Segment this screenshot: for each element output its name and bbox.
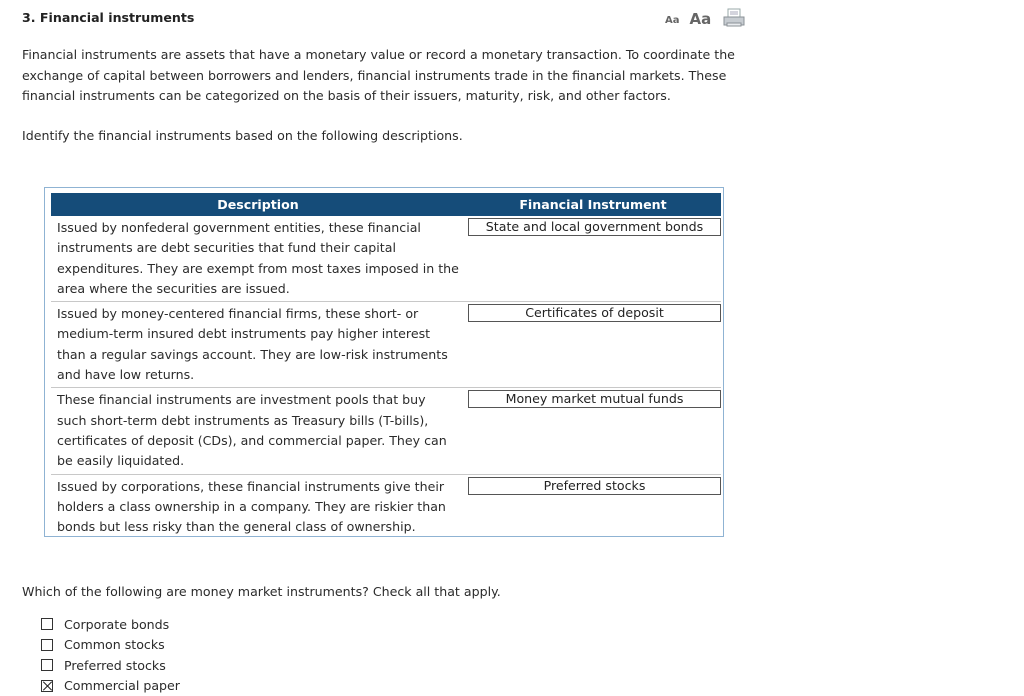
- checkbox-question-prompt: Which of the following are money market instruments? Check all that apply.: [22, 584, 501, 599]
- increase-text-size-button[interactable]: Aa: [690, 10, 712, 28]
- matching-prompt: Identify the financial instruments based on the following descriptions.: [22, 128, 463, 143]
- row-description: Issued by money-centered financial firms, these short- or medium-term insured debt instruments pay higher interest than a regular savings account. They are low-risk instruments and have low returns.: [51, 302, 465, 388]
- header-financial-instrument: Financial Instrument: [465, 193, 721, 216]
- header-description: Description: [51, 193, 465, 216]
- option-commercial-paper[interactable]: [41, 676, 180, 696]
- question-title: 3. Financial instruments: [22, 10, 194, 25]
- answer-dropdown[interactable]: State and local government bonds: [468, 218, 721, 236]
- checkbox[interactable]: [41, 639, 53, 651]
- option-label: Corporate bonds: [64, 617, 169, 632]
- intro-paragraph: Financial instruments are assets that have a monetary value or record a monetary transaction. To coordinate the exchange of capital between borrowers and lenders, financial instruments trade in the financial markets. These financial instruments can be categorized on the basis of their issuers, maturity, risk, and other factors.: [22, 45, 742, 107]
- print-icon[interactable]: [723, 8, 745, 28]
- table-row: [51, 474, 721, 539]
- option-preferred-stocks[interactable]: [41, 655, 180, 676]
- checkbox[interactable]: [41, 659, 53, 671]
- option-label: Commercial paper: [64, 678, 180, 693]
- table-row: [51, 388, 721, 474]
- answer-dropdown[interactable]: Preferred stocks: [468, 477, 721, 495]
- checkbox[interactable]: [41, 618, 53, 630]
- option-label: Common stocks: [64, 637, 165, 652]
- option-label: Preferred stocks: [64, 658, 166, 673]
- table-row: [51, 302, 721, 388]
- text-tools: [665, 8, 745, 28]
- option-corporate-bonds[interactable]: [41, 614, 180, 635]
- checkbox-options: [41, 614, 180, 696]
- decrease-text-size-button[interactable]: Aa: [665, 15, 680, 26]
- answer-dropdown[interactable]: Money market mutual funds: [468, 390, 721, 408]
- matching-table-frame: [44, 187, 724, 537]
- checkbox-checked[interactable]: [41, 680, 53, 692]
- table-row: [51, 216, 721, 302]
- option-common-stocks[interactable]: [41, 635, 180, 656]
- row-description: Issued by nonfederal government entities, these financial instruments are debt securities that fund their capital expenditures. They are exempt from most taxes imposed in the area where the securities are issued.: [51, 216, 465, 302]
- row-description: Issued by corporations, these financial instruments give their holders a class ownership in a company. They are riskier than bonds but less risky than the general class of ownership.: [51, 474, 465, 539]
- answer-dropdown[interactable]: Certificates of deposit: [468, 304, 721, 322]
- row-description: These financial instruments are investment pools that buy such short-term debt instruments as Treasury bills (T-bills), certificates of deposit (CDs), and commercial paper. They can be easily liquidated.: [51, 388, 465, 474]
- matching-table: [51, 193, 721, 539]
